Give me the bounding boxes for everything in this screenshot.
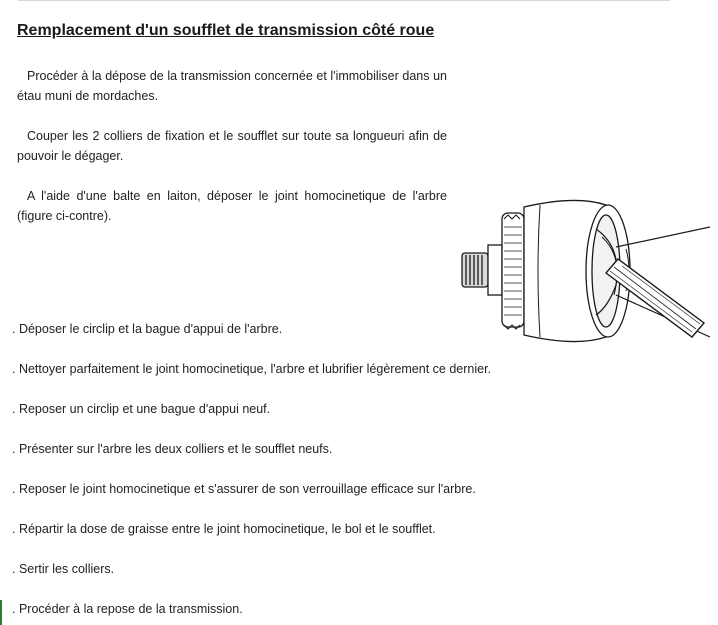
paragraph-3-text: A l'aide d'une balte en laiton, déposer le joint homocinetique de l'arbre (figure ci-contre). (17, 189, 447, 223)
step-3: . Reposer un circlip et une bague d'appui neuf. (12, 402, 271, 416)
page-title: Remplacement d'un soufflet de transmission côté roue (17, 22, 435, 39)
step-7: . Sertir les colliers. (12, 562, 115, 576)
cv-joint-illustration (456, 187, 710, 355)
step-2: . Nettoyer parfaitement le joint homocinetique, l'arbre et lubrifier légèrement ce dernier. (12, 362, 492, 376)
step-1: . Déposer le circlip et la bague d'appui de l'arbre. (12, 322, 283, 336)
step-4: . Présenter sur l'arbre les deux colliers et le soufflet neufs. (12, 442, 333, 456)
paragraph-3 (17, 186, 447, 226)
paragraph-2-text: Couper les 2 colliers de fixation et le soufflet sur toute sa longueuri afin de pouvoir le dégager. (17, 129, 447, 163)
top-divider (18, 0, 670, 1)
paragraph-2 (17, 126, 447, 166)
paragraph-1 (17, 66, 447, 106)
step-8: . Procéder à la repose de la transmission. (12, 602, 243, 616)
left-edge-marker (0, 600, 2, 625)
step-6: . Répartir la dose de graisse entre le joint homocinetique, le bol et le soufflet. (12, 522, 436, 536)
paragraph-1-text: Procéder à la dépose de la transmission concernée et l'immobiliser dans un étau muni de mordaches. (17, 69, 447, 103)
step-5: . Reposer le joint homocinetique et s'assurer de son verrouillage efficace sur l'arbre. (12, 482, 476, 496)
